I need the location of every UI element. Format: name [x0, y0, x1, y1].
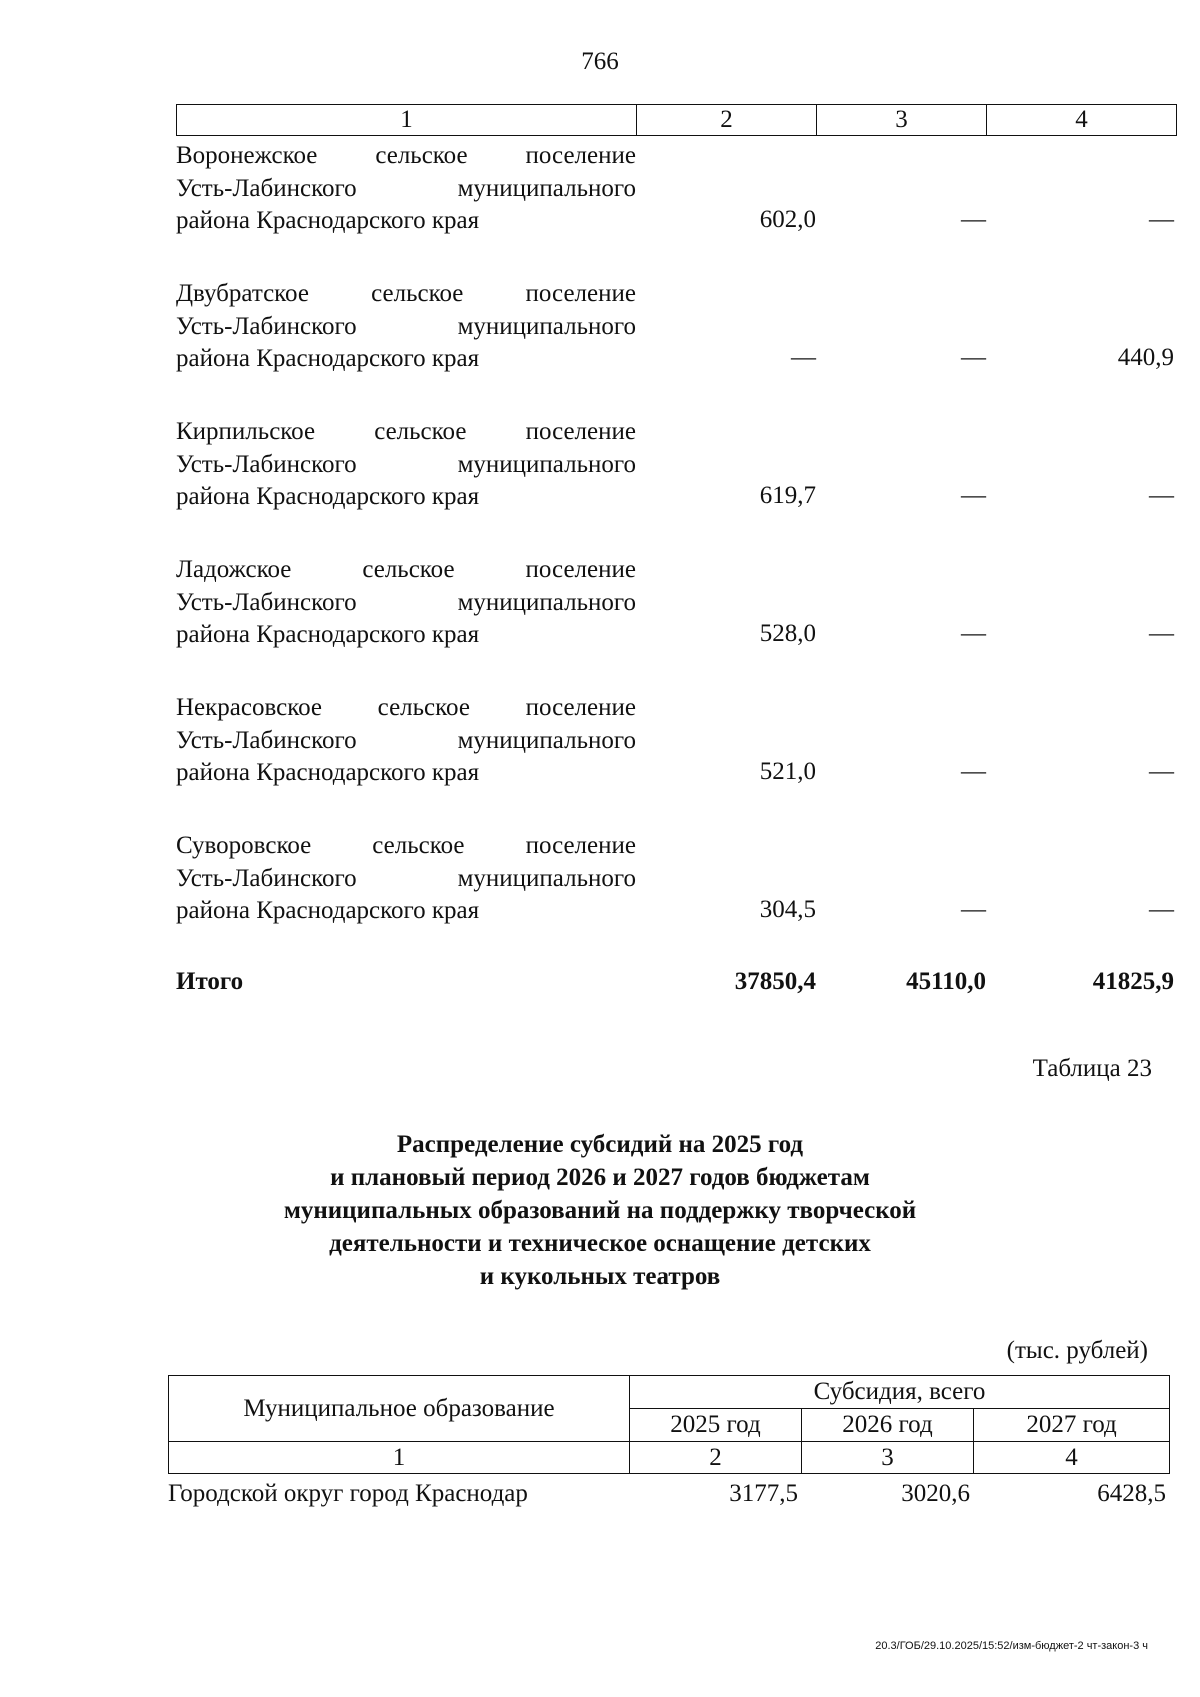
value-2025: 528,0	[759, 620, 816, 647]
column-number: 2	[637, 105, 817, 136]
municipality-name: Городской округ город Краснодар	[168, 1480, 528, 1507]
name-line	[176, 587, 636, 620]
value-2025: —	[791, 344, 816, 371]
name-word: Двубратское	[176, 280, 309, 307]
name-word: сельское	[377, 694, 470, 721]
column-number: 3	[802, 1442, 974, 1474]
title-line: деятельности и техническое оснащение детских	[329, 1230, 871, 1257]
name-line	[176, 863, 636, 896]
table-row	[176, 416, 1176, 554]
value-2026: —	[961, 758, 986, 785]
value-2027: 6428,5	[1097, 1480, 1166, 1507]
name-line	[176, 830, 636, 863]
name-line: района Краснодарского края	[176, 207, 480, 234]
value-2027: —	[1149, 206, 1174, 233]
name-line	[176, 311, 636, 344]
value-2026: —	[961, 482, 986, 509]
header-year: 2027 год	[974, 1409, 1170, 1442]
table-row	[176, 830, 1176, 968]
name-word: поселение	[525, 418, 636, 445]
name-word: Усть-Лабинского	[176, 174, 357, 202]
column-number: 1	[169, 1442, 630, 1474]
name-word: муниципального	[457, 726, 636, 754]
header-year: 2025 год	[630, 1409, 802, 1442]
column-number: 2	[630, 1442, 802, 1474]
name-word: сельское	[374, 418, 467, 445]
units-label: (тыс. рублей)	[1006, 1337, 1148, 1364]
name-line	[176, 140, 636, 173]
name-line: района Краснодарского края	[176, 345, 480, 372]
table-row	[176, 554, 1176, 692]
column-number: 1	[177, 105, 637, 136]
name-line: района Краснодарского края	[176, 759, 480, 786]
name-line	[176, 725, 636, 758]
column-number: 3	[817, 105, 987, 136]
value-2027: —	[1149, 758, 1174, 785]
title-line: Распределение субсидий на 2025 год	[396, 1131, 804, 1158]
header-year: 2026 год	[802, 1409, 974, 1442]
header-municipality: Муниципальное образование	[169, 1376, 630, 1442]
name-line	[176, 416, 636, 449]
name-word: сельское	[375, 142, 468, 169]
title-line: и плановый период 2026 и 2027 годов бюджетам	[330, 1164, 870, 1191]
footer-code: 20.3/ГОБ/29.10.2025/15:52/изм-бюджет-2 чт-закон-3 ч	[875, 1640, 1148, 1652]
name-line: района Краснодарского края	[176, 621, 480, 648]
value-2026: —	[961, 206, 986, 233]
name-word: Суворовское	[176, 832, 312, 859]
value-2026: —	[961, 344, 986, 371]
name-word: муниципального	[457, 864, 636, 892]
title-line: и кукольных театров	[479, 1263, 721, 1290]
name-word: Усть-Лабинского	[176, 450, 357, 478]
value-2027: —	[1149, 620, 1174, 647]
settlement-rows	[176, 140, 1176, 968]
table-title	[0, 1128, 1200, 1293]
name-word: Ладожское	[176, 556, 292, 583]
name-line: района Краснодарского края	[176, 483, 480, 510]
name-line	[176, 449, 636, 482]
name-line	[176, 278, 636, 311]
table-row	[176, 692, 1176, 830]
name-word: Усть-Лабинского	[176, 726, 357, 754]
page-number: 766	[581, 48, 619, 75]
column-number: 4	[987, 105, 1177, 136]
name-line	[176, 554, 636, 587]
name-word: Воронежское	[176, 142, 318, 169]
settlement-name	[176, 830, 636, 928]
value-2027: —	[1149, 896, 1174, 923]
name-line: района Краснодарского края	[176, 897, 480, 924]
name-word: поселение	[525, 694, 636, 721]
settlement-name	[176, 554, 636, 652]
name-word: поселение	[525, 556, 636, 583]
name-word: муниципального	[457, 312, 636, 340]
name-word: Усть-Лабинского	[176, 312, 357, 340]
name-word: сельское	[372, 832, 465, 859]
table-row	[176, 140, 1176, 278]
value-2027: 440,9	[1117, 344, 1174, 371]
settlement-name	[176, 140, 636, 238]
name-word: Некрасовское	[176, 694, 323, 721]
value-2025: 602,0	[759, 206, 816, 233]
name-word: муниципального	[457, 174, 636, 202]
total-2027: 41825,9	[1092, 968, 1174, 995]
name-line	[176, 173, 636, 206]
column-number: 4	[974, 1442, 1170, 1474]
header-subsidy-total: Субсидия, всего	[630, 1376, 1170, 1409]
value-2026: 3020,6	[901, 1480, 970, 1507]
name-word: сельское	[371, 280, 464, 307]
value-2025: 521,0	[759, 758, 816, 785]
name-word: поселение	[525, 280, 636, 307]
settlement-name	[176, 416, 636, 514]
total-2026: 45110,0	[906, 968, 986, 995]
settlement-name	[176, 278, 636, 376]
name-word: поселение	[525, 832, 636, 859]
table-row	[176, 278, 1176, 416]
name-word: Кирпильское	[176, 418, 316, 445]
value-2025: 619,7	[759, 482, 816, 509]
name-line	[176, 692, 636, 725]
value-2025: 304,5	[759, 896, 816, 923]
name-word: муниципального	[457, 450, 636, 478]
value-2026: —	[961, 620, 986, 647]
name-word: муниципального	[457, 588, 636, 616]
name-word: сельское	[362, 556, 455, 583]
name-word: Усть-Лабинского	[176, 588, 357, 616]
total-2025: 37850,4	[734, 968, 816, 995]
column-number-header	[176, 104, 1177, 136]
name-word: Усть-Лабинского	[176, 864, 357, 892]
table-label: Таблица 23	[1032, 1055, 1152, 1082]
settlement-name	[176, 692, 636, 790]
value-2027: —	[1149, 482, 1174, 509]
name-word: поселение	[525, 142, 636, 169]
title-line: муниципальных образований на поддержку творческой	[283, 1197, 917, 1224]
value-2026: —	[961, 896, 986, 923]
value-2025: 3177,5	[729, 1480, 798, 1507]
total-label: Итого	[176, 968, 244, 995]
subsidy-table-header	[168, 1375, 1170, 1474]
